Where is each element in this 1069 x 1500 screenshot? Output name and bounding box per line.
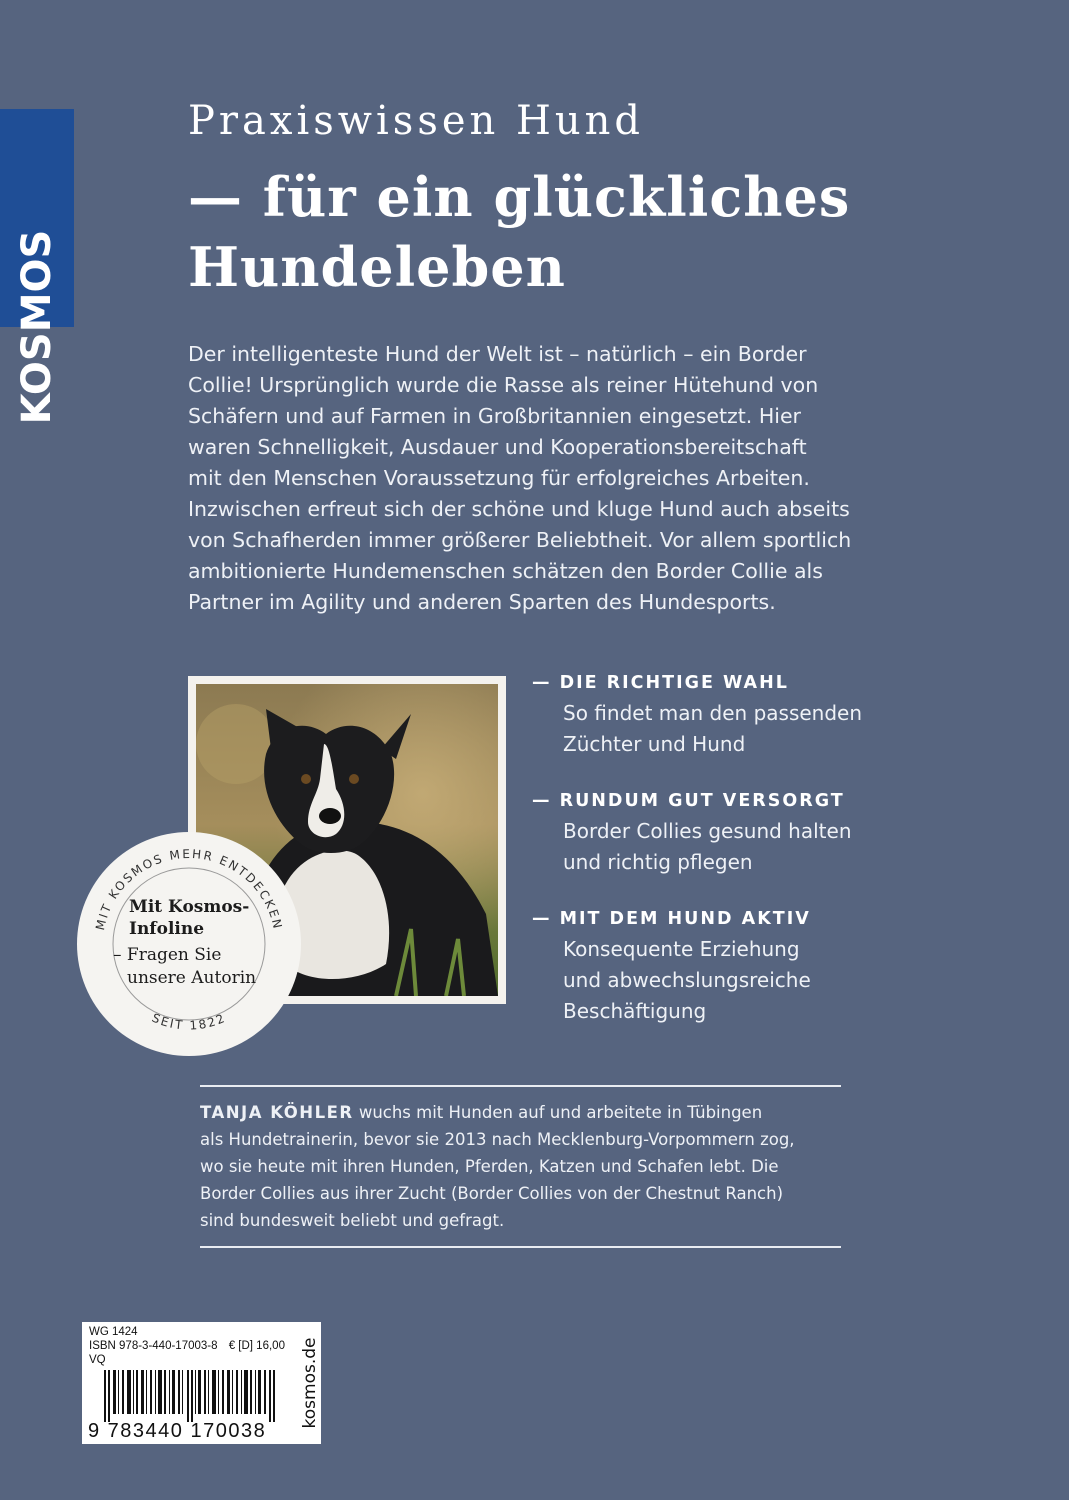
author-name: TANJA KÖHLER <box>200 1103 354 1122</box>
feature-list <box>532 668 952 1053</box>
divider-top <box>200 1085 841 1087</box>
stamp-subtitle <box>113 944 283 990</box>
logo-text: KOSMOS <box>14 229 60 425</box>
isbn-line <box>89 1340 285 1353</box>
barcode-label <box>82 1322 299 1444</box>
intro-line: waren Schnelligkeit, Ausdauer und Kooperationsbereitschaft <box>188 435 807 459</box>
feature-title: — RUNDUM GUT VERSORGT <box>532 791 845 811</box>
stamp-sub-line: unsere Autorin <box>127 968 257 988</box>
author-bio-line: sind bundesweit beliebt und gefragt. <box>200 1211 505 1230</box>
author-bio <box>200 1099 860 1234</box>
feature-line: und richtig pflegen <box>563 850 753 874</box>
svg-text:SEIT 1822 <box>150 1011 228 1033</box>
intro-line: Collie! Ursprünglich wurde die Rasse als reiner Hütehund von <box>188 373 819 397</box>
price: € [D] 16,00 <box>228 1340 285 1352</box>
intro-line: Schäfern und auf Farmen in Großbritannien eingesetzt. Hier <box>188 404 801 428</box>
intro-line: von Schafherden immer größerer Beliebtheit. Vor allem sportlich <box>188 528 852 552</box>
series-title: Praxiswissen Hund <box>188 98 645 144</box>
author-bio-line: Border Collies aus ihrer Zucht (Border Collies von der Chestnut Ranch) <box>200 1184 784 1203</box>
author-bio-line: wo sie heute mit ihren Hunden, Pferden, Katzen und Schafen lebt. Die <box>200 1157 779 1176</box>
website-strip <box>299 1322 321 1444</box>
headline-line: — für ein glückliches <box>188 165 851 229</box>
headline-line: Hundeleben <box>188 235 566 299</box>
isbn: ISBN 978-3-440-17003-8 <box>89 1340 218 1352</box>
intro-line: Der intelligenteste Hund der Welt ist – natürlich – ein Border <box>188 342 807 366</box>
kosmos-infoline-stamp <box>77 832 301 1056</box>
stamp-title <box>129 896 269 940</box>
feature-line: Beschäftigung <box>563 999 707 1023</box>
publisher-logo <box>0 109 74 425</box>
feature-item <box>532 904 952 1027</box>
feature-line: So findet man den passenden <box>563 701 863 725</box>
author-bio-line: als Hundetrainerin, bevor sie 2013 nach Mecklenburg-Vorpommern zog, <box>200 1130 795 1149</box>
feature-title: — DIE RICHTIGE WAHL <box>532 673 789 693</box>
stamp-arc-bottom: SEIT 1822 <box>149 1010 229 1033</box>
author-bio-first-line: wuchs mit Hunden auf und arbeitete in Tübingen <box>353 1103 763 1122</box>
intro-line: Partner im Agility und anderen Sparten des Hundesports. <box>188 590 776 614</box>
vq-code: VQ <box>89 1354 106 1366</box>
feature-line: und abwechslungsreiche <box>563 968 811 992</box>
barcode-bars <box>94 1370 290 1422</box>
intro-line: ambitionierte Hundemenschen schätzen den Border Collie als <box>188 559 823 583</box>
stamp-arc-top: MIT KOSMOS MEHR ENTDECKEN <box>93 846 285 932</box>
stamp-title-line: Infoline <box>129 919 205 939</box>
intro-text <box>188 339 888 618</box>
website-url: kosmos.de <box>300 1337 320 1429</box>
feature-line: Züchter und Hund <box>563 732 746 756</box>
stamp-sub-line: – Fragen Sie <box>113 945 222 965</box>
feature-title: — MIT DEM HUND AKTIV <box>532 909 811 929</box>
feature-item <box>532 668 952 760</box>
feature-item <box>532 786 952 878</box>
intro-line: Inzwischen erfreut sich der schöne und kluge Hund auch abseits <box>188 497 850 521</box>
author-bio-line <box>200 1099 860 1126</box>
warengruppe: WG 1424 <box>89 1326 138 1338</box>
stamp-title-line: Mit Kosmos- <box>129 897 250 917</box>
divider-bottom <box>200 1246 841 1248</box>
intro-line: mit den Menschen Voraussetzung für erfolgreiches Arbeiten. <box>188 466 810 490</box>
feature-line: Border Collies gesund halten <box>563 819 852 843</box>
feature-line: Konsequente Erziehung <box>563 937 800 961</box>
barcode-digits: 9 783440 170038 <box>88 1420 267 1442</box>
headline <box>188 162 948 302</box>
